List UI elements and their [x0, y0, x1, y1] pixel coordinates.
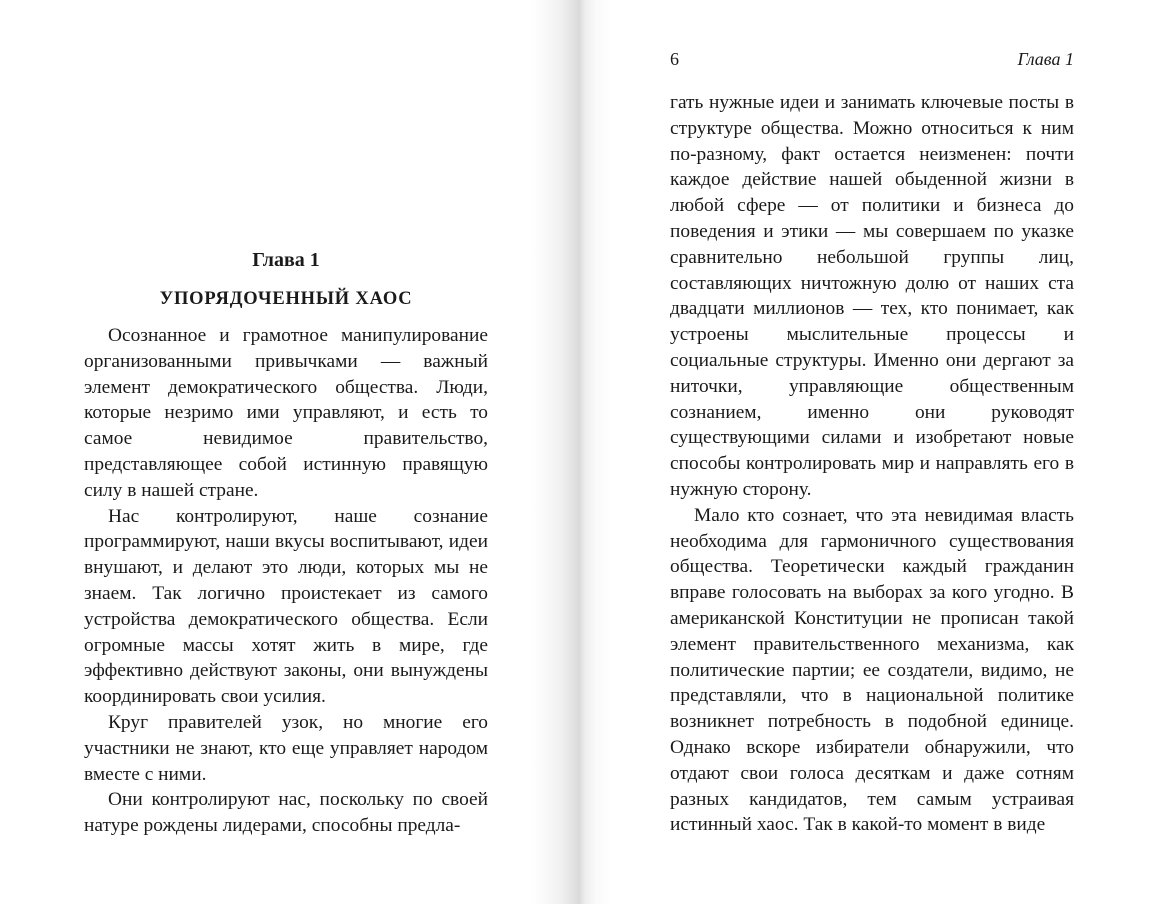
- chapter-title: УПОРЯДОЧЕННЫЙ ХАОС: [159, 289, 413, 309]
- page-number: 6: [670, 49, 679, 69]
- paragraph: гать нужные идеи и занимать ключевые посты в структуре общества. Можно относиться к ним по-разному, факт остается неизменен: почти каждое действие нашей обыденной жизни в любой сфере — от политики и бизнеса до поведения и этики — мы совершаем по указке сравнительно небольшой группы лиц, составляющих ничтожную долю от наших ста двадцати миллионов — тех, кто понимает, как устроены мыслительные процессы и социальные структуры. Именно они дергают за ниточки, управляющие общественным сознанием, именно они руководят существующими силами и изобретают новые способы контролировать мир и направлять его в нужную сторону.: [670, 92, 1074, 500]
- paragraph: Нас контролируют, наше сознание программируют, наши вкусы воспитывают, идеи внушают, и делают это люди, которых мы не знаем. Так логично проистекает из самого устройства демократического общества. Если огромные массы хотят жить в мире, где эффективно действуют законы, они вынуждены координировать свои усилия.: [84, 505, 488, 708]
- chapter-label: Глава 1: [252, 249, 320, 271]
- paragraph: Круг правителей узок, но многие его участники не знают, кто еще управляет народом вместе с ними.: [84, 711, 488, 785]
- paragraph: Мало кто сознает, что эта невидимая власть необходима для гармоничного существования общества. Теоретически каждый гражданин вправе голосовать на выборах за кого угодно. В американской Конституции не прописан такой элемент правительственного механизма, как политические партии; ее создатели, видимо, не представляли, что в национальной политике возникнет потребность в подобной единице. Однако вскоре избиратели обнаружили, что отдают свои голоса десяткам и даже сотням разных кандидатов, тем самым устраивая истинный хаос. Так в какой-то момент в виде: [670, 504, 1074, 836]
- paragraph: Осознанное и грамотное манипулирование организованными привычками — важный элемент демократического общества. Люди, которые незримо ими управляют, и есть то самое невидимое правительство, представляющее собой истинную правящую силу в нашей стране.: [84, 325, 488, 501]
- paragraph: Они контролируют нас, поскольку по своей натуре рождены лидерами, способны предла-: [84, 789, 488, 837]
- running-head-title: Глава 1: [1017, 49, 1074, 69]
- right-page-text: [670, 90, 1074, 838]
- right-page: [578, 0, 1155, 904]
- left-page-text: [84, 243, 488, 839]
